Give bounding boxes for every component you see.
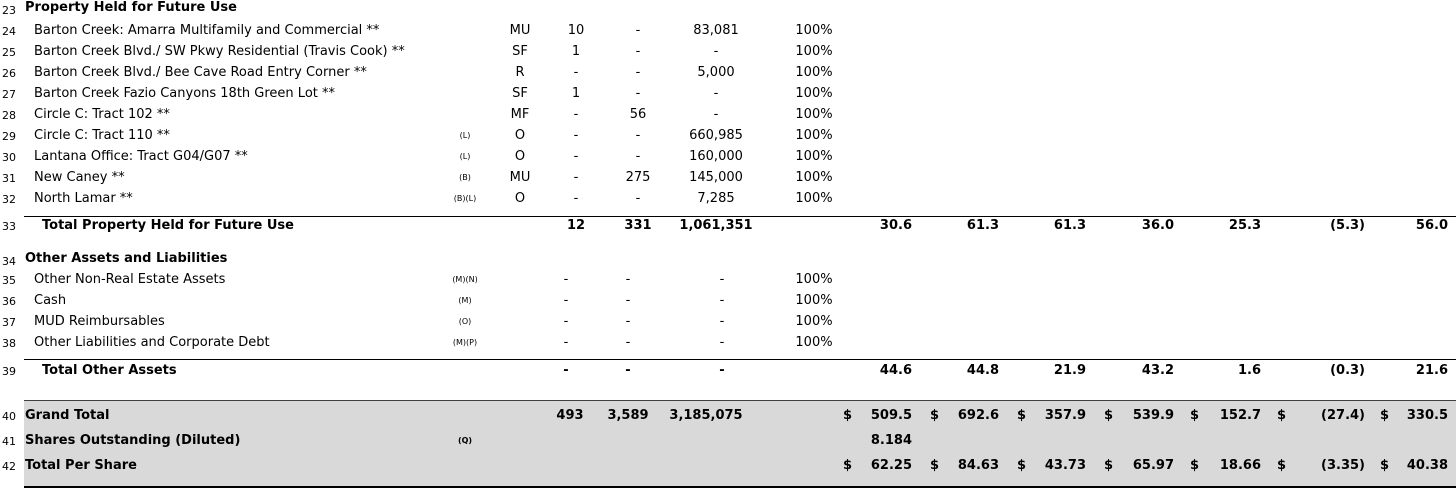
- total-value: (5.3): [1330, 218, 1365, 233]
- ownership-pct: 100%: [795, 272, 833, 287]
- sqft-value: -: [719, 335, 725, 350]
- grand-total-value: (27.4): [1321, 408, 1365, 423]
- currency-symbol: $: [1277, 458, 1287, 473]
- grand-total-value: 539.9: [1132, 408, 1174, 423]
- units-value: -: [625, 335, 631, 350]
- ownership-pct: 100%: [795, 149, 833, 164]
- total-value: 61.3: [1053, 218, 1086, 233]
- lots-value: -: [573, 107, 579, 122]
- shares-label: Shares Outstanding (Diluted): [25, 433, 241, 448]
- grand-total-lots: 493: [556, 408, 584, 423]
- sqft-value: 83,081: [693, 23, 739, 38]
- line-number: 23: [2, 4, 16, 17]
- total-sqft: -: [719, 363, 725, 378]
- asset-name: Other Non-Real Estate Assets: [34, 272, 226, 287]
- grand-total-units: 3,589: [607, 408, 649, 423]
- units-value: -: [625, 314, 631, 329]
- total-value: 30.6: [879, 218, 912, 233]
- units-value: 275: [625, 170, 651, 185]
- line-number: 24: [2, 25, 16, 38]
- per-share-label: Total Per Share: [25, 458, 137, 473]
- sqft-value: -: [719, 293, 725, 308]
- lots-value: -: [563, 335, 569, 350]
- units-value: -: [635, 44, 641, 59]
- lots-value: -: [563, 293, 569, 308]
- section-divider: [24, 359, 1456, 360]
- line-number: 30: [2, 151, 16, 164]
- total-value: 43.2: [1141, 363, 1174, 378]
- sqft-value: 5,000: [697, 65, 735, 80]
- property-type: R: [515, 65, 525, 80]
- ownership-pct: 100%: [795, 23, 833, 38]
- sqft-value: -: [719, 314, 725, 329]
- currency-symbol: $: [1017, 458, 1027, 473]
- footnote-marker: (B): [459, 173, 471, 182]
- line-number: 26: [2, 67, 16, 80]
- grand-total-value: 152.7: [1219, 408, 1261, 423]
- total-units: 331: [624, 218, 652, 233]
- total-value: 25.3: [1228, 218, 1261, 233]
- line-number: 40: [2, 410, 16, 423]
- per-share-value: 62.25: [870, 458, 912, 473]
- line-number: 41: [2, 435, 16, 448]
- total-value: 44.6: [879, 363, 912, 378]
- line-number: 37: [2, 316, 16, 329]
- total-value: (0.3): [1330, 363, 1365, 378]
- grand-total-value: 330.5: [1406, 408, 1448, 423]
- ownership-pct: 100%: [795, 128, 833, 143]
- ownership-pct: 100%: [795, 293, 833, 308]
- currency-symbol: $: [1017, 408, 1027, 423]
- property-type: O: [514, 191, 526, 206]
- sqft-value: -: [713, 107, 719, 122]
- property-type: SF: [512, 44, 528, 59]
- currency-symbol: $: [1380, 408, 1390, 423]
- total-value: 61.3: [966, 218, 999, 233]
- lots-value: -: [573, 191, 579, 206]
- grand-total-value: 357.9: [1044, 408, 1086, 423]
- currency-symbol: $: [930, 408, 940, 423]
- line-number: 34: [2, 255, 16, 268]
- sqft-value: -: [713, 44, 719, 59]
- per-share-value: 65.97: [1132, 458, 1174, 473]
- section-title: Property Held for Future Use: [25, 0, 237, 15]
- currency-symbol: $: [1277, 408, 1287, 423]
- total-value: 36.0: [1141, 218, 1174, 233]
- grand-total-label: Grand Total: [25, 408, 110, 423]
- footnote-marker: (B)(L): [453, 194, 477, 203]
- lots-value: 10: [567, 23, 585, 38]
- property-name: Barton Creek Fazio Canyons 18th Green Lot **: [34, 86, 335, 101]
- ownership-pct: 100%: [795, 44, 833, 59]
- property-name: Lantana Office: Tract G04/G07 **: [34, 149, 248, 164]
- lots-value: -: [573, 149, 579, 164]
- units-value: -: [635, 86, 641, 101]
- line-number: 36: [2, 295, 16, 308]
- units-value: -: [625, 293, 631, 308]
- per-share-value: 43.73: [1044, 458, 1086, 473]
- asset-name: Cash: [34, 293, 67, 308]
- line-number: 35: [2, 274, 16, 287]
- footnote-marker: (O): [458, 317, 472, 326]
- total-value: 1.6: [1237, 363, 1261, 378]
- lots-value: -: [573, 65, 579, 80]
- total-value: 21.6: [1415, 363, 1448, 378]
- asset-name: Other Liabilities and Corporate Debt: [34, 335, 270, 350]
- property-type: MU: [509, 170, 531, 185]
- property-name: Barton Creek: Amarra Multifamily and Commercial **: [34, 23, 380, 38]
- sqft-value: 7,285: [697, 191, 735, 206]
- asset-name: MUD Reimbursables: [34, 314, 165, 329]
- property-type: O: [514, 149, 526, 164]
- property-type: MU: [509, 23, 531, 38]
- ownership-pct: 100%: [795, 170, 833, 185]
- line-number: 31: [2, 172, 16, 185]
- currency-symbol: $: [843, 458, 853, 473]
- footnote-marker: (L): [459, 152, 471, 161]
- line-number: 25: [2, 46, 16, 59]
- property-name: North Lamar **: [34, 191, 133, 206]
- sqft-value: 160,000: [689, 149, 743, 164]
- grand-total-sqft: 3,185,075: [669, 408, 743, 423]
- footnote-marker: (M)(P): [452, 338, 478, 347]
- lots-value: -: [563, 272, 569, 287]
- ownership-pct: 100%: [795, 65, 833, 80]
- ownership-pct: 100%: [795, 86, 833, 101]
- per-share-value: 18.66: [1219, 458, 1261, 473]
- per-share-value: (3.35): [1321, 458, 1365, 473]
- sqft-value: 660,985: [689, 128, 743, 143]
- line-number: 38: [2, 337, 16, 350]
- per-share-value: 40.38: [1406, 458, 1448, 473]
- units-value: -: [635, 23, 641, 38]
- total-value: 44.8: [966, 363, 999, 378]
- lots-value: -: [563, 314, 569, 329]
- lots-value: 1: [571, 86, 581, 101]
- line-number: 28: [2, 109, 16, 122]
- ownership-pct: 100%: [795, 314, 833, 329]
- currency-symbol: $: [1190, 458, 1200, 473]
- line-number: 32: [2, 193, 16, 206]
- units-value: 56: [629, 107, 647, 122]
- per-share-value: 84.63: [957, 458, 999, 473]
- total-value: 21.9: [1053, 363, 1086, 378]
- grand-total-value: 692.6: [957, 408, 999, 423]
- line-number: 29: [2, 130, 16, 143]
- total-label: Total Other Assets: [42, 363, 177, 378]
- ownership-pct: 100%: [795, 107, 833, 122]
- property-type: O: [514, 128, 526, 143]
- sqft-value: 145,000: [689, 170, 743, 185]
- grand-total-value: 509.5: [870, 408, 912, 423]
- property-type: MF: [510, 107, 530, 122]
- sqft-value: -: [719, 272, 725, 287]
- shares-value: 8.184: [870, 433, 912, 448]
- section-title: Other Assets and Liabilities: [25, 251, 228, 266]
- property-name: Circle C: Tract 110 **: [34, 128, 170, 143]
- units-value: -: [625, 272, 631, 287]
- total-units: -: [625, 363, 631, 378]
- footnote-marker: (Q): [457, 436, 473, 445]
- property-name: Circle C: Tract 102 **: [34, 107, 170, 122]
- line-number: 27: [2, 88, 16, 101]
- footnote-marker: (M)(N): [452, 275, 478, 284]
- footnote-marker: (M): [458, 296, 472, 305]
- property-name: New Caney **: [34, 170, 125, 185]
- lots-value: -: [573, 170, 579, 185]
- sqft-value: -: [713, 86, 719, 101]
- line-number: 39: [2, 365, 16, 378]
- units-value: -: [635, 191, 641, 206]
- ownership-pct: 100%: [795, 335, 833, 350]
- units-value: -: [635, 65, 641, 80]
- line-number: 33: [2, 220, 16, 233]
- currency-symbol: $: [1190, 408, 1200, 423]
- total-value: 56.0: [1415, 218, 1448, 233]
- units-value: -: [635, 128, 641, 143]
- lots-value: -: [573, 128, 579, 143]
- section-divider: [24, 216, 1456, 217]
- currency-symbol: $: [1104, 408, 1114, 423]
- total-label: Total Property Held for Future Use: [42, 218, 294, 233]
- currency-symbol: $: [843, 408, 853, 423]
- ownership-pct: 100%: [795, 191, 833, 206]
- units-value: -: [635, 149, 641, 164]
- property-name: Barton Creek Blvd./ SW Pkwy Residential (Travis Cook) **: [34, 44, 405, 59]
- total-lots: 12: [566, 218, 586, 233]
- currency-symbol: $: [1104, 458, 1114, 473]
- currency-symbol: $: [1380, 458, 1390, 473]
- total-sqft: 1,061,351: [679, 218, 753, 233]
- currency-symbol: $: [930, 458, 940, 473]
- footnote-marker: (L): [459, 131, 471, 140]
- lots-value: 1: [571, 44, 581, 59]
- total-lots: -: [563, 363, 569, 378]
- property-name: Barton Creek Blvd./ Bee Cave Road Entry Corner **: [34, 65, 367, 80]
- line-number: 42: [2, 460, 16, 473]
- property-type: SF: [512, 86, 528, 101]
